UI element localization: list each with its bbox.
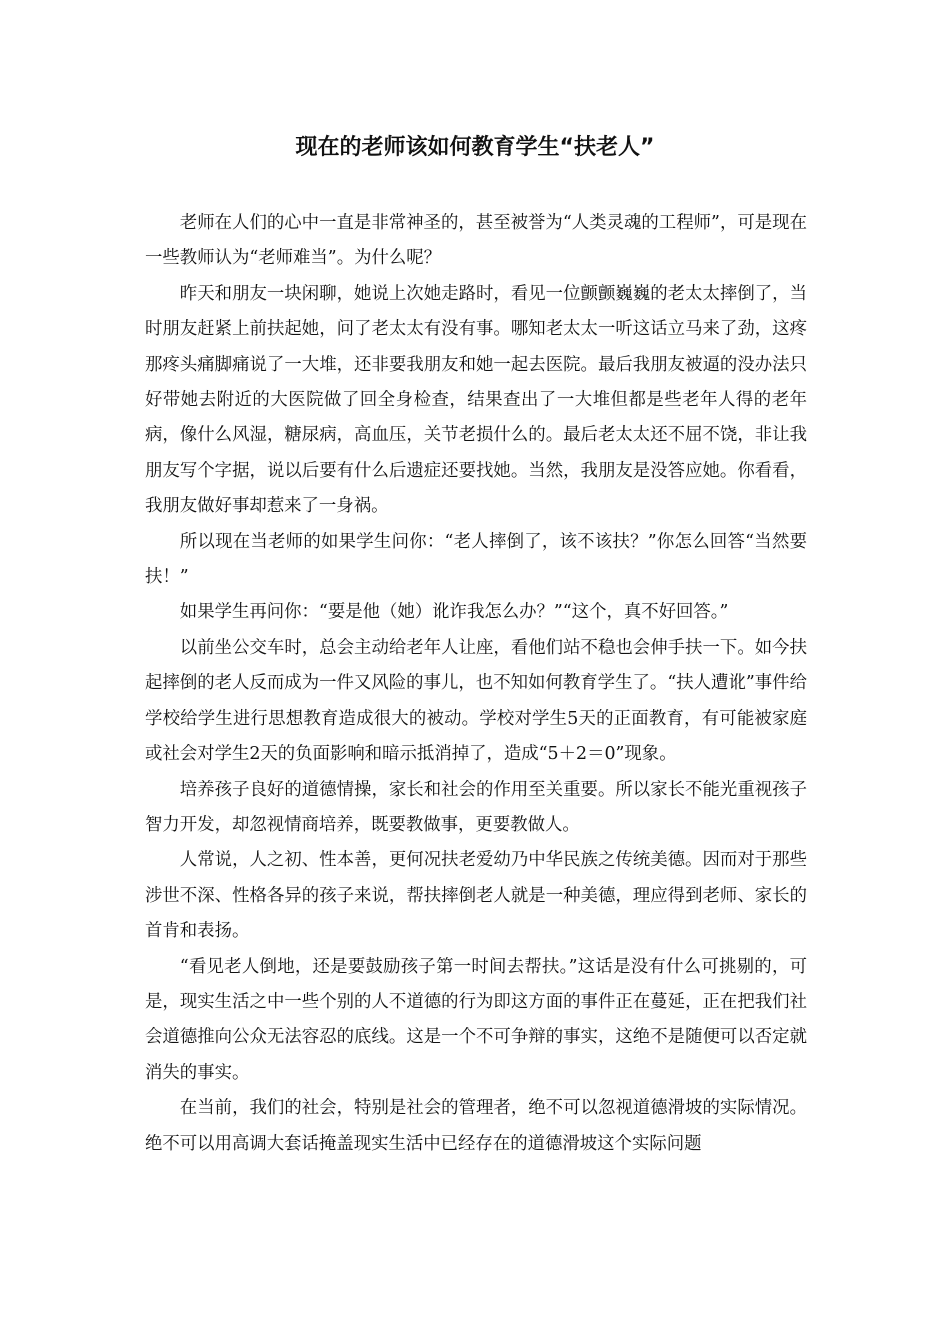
paragraph-6: 培养孩子良好的道德情操，家长和社会的作用至关重要。所以家长不能光重视孩子智力开发，却忽视情商培养，既要教做事，更要教做人。 (145, 779, 807, 835)
paragraph-1: 老师在人们的心中一直是非常神圣的，甚至被誉为“人类灵魂的工程师”，可是现在一些教师认为“老师难当”。为什么呢？ (145, 213, 807, 269)
paragraph-7: 人常说，人之初、性本善，更何况扶老爱幼乃中华民族之传统美德。因而对于那些涉世不深、性格各异的孩子来说，帮扶摔倒老人就是一种美德，理应得到老师、家长的首肯和表扬。 (145, 850, 807, 942)
paragraph-3: 所以现在当老师的如果学生问你：“老人摔倒了，该不该扶？”你怎么回答“当然要扶！” (145, 531, 807, 588)
document-title: 现在的老师该如何教育学生“扶老人” (295, 135, 655, 160)
paragraph-5: 以前坐公交车时，总会主动给老年人让座，看他们站不稳也会伸手扶一下。如今扶起摔倒的老人反而成为一件又风险的事儿，也不知如何教育学生了。“扶人遭讹”事件给学校给学生进行思想教育造成很大的被动。学校对学生5天的正面教育，有可能被家庭或社会对学生2天的负面影响和暗示抵消掉了，造成“5＋2＝0”现象。 (145, 637, 807, 765)
paragraph-4: 如果学生再问你：“要是他（她）讹诈我怎么办？”“这个，真不好回答。” (179, 602, 729, 623)
paragraph-8: “看见老人倒地，还是要鼓励孩子第一时间去帮扶。”这话是没有什么可挑剔的，可是，现实生活之中一些个别的人不道德的行为即这方面的事件正在蔓延，正在把我们社会道德推向公众无法容忍的底线。这是一个不可争辩的事实，这绝不是随便可以否定就消失的事实。 (145, 956, 807, 1083)
paragraph-9: 在当前，我们的社会，特别是社会的管理者，绝不可以忽视道德滑坡的实际情况。绝不可以用高调大套话掩盖现实生活中已经存在的道德滑坡这个实际问题 (145, 1098, 807, 1154)
paragraph-2: 昨天和朋友一块闲聊，她说上次她走路时，看见一位颤颤巍巍的老太太摔倒了，当时朋友赶紧上前扶起她，问了老太太有没有事。哪知老太太一听这话立马来了劲，这疼那疼头痛脚痛说了一大堆，还非要我朋友和她一起去医院。最后我朋友被逼的没办法只好带她去附近的大医院做了回全身检查，结果查出了一大堆但都是些老年人得的老年病，像什么风湿，糖尿病，高血压，关节老损什么的。最后老太太还不屈不饶，非让我朋友写个字据，说以后要有什么后遗症还要找她。当然，我朋友是没答应她。你看看，我朋友做好事却惹来了一身祸。 (145, 283, 807, 517)
document-body (145, 206, 807, 1162)
